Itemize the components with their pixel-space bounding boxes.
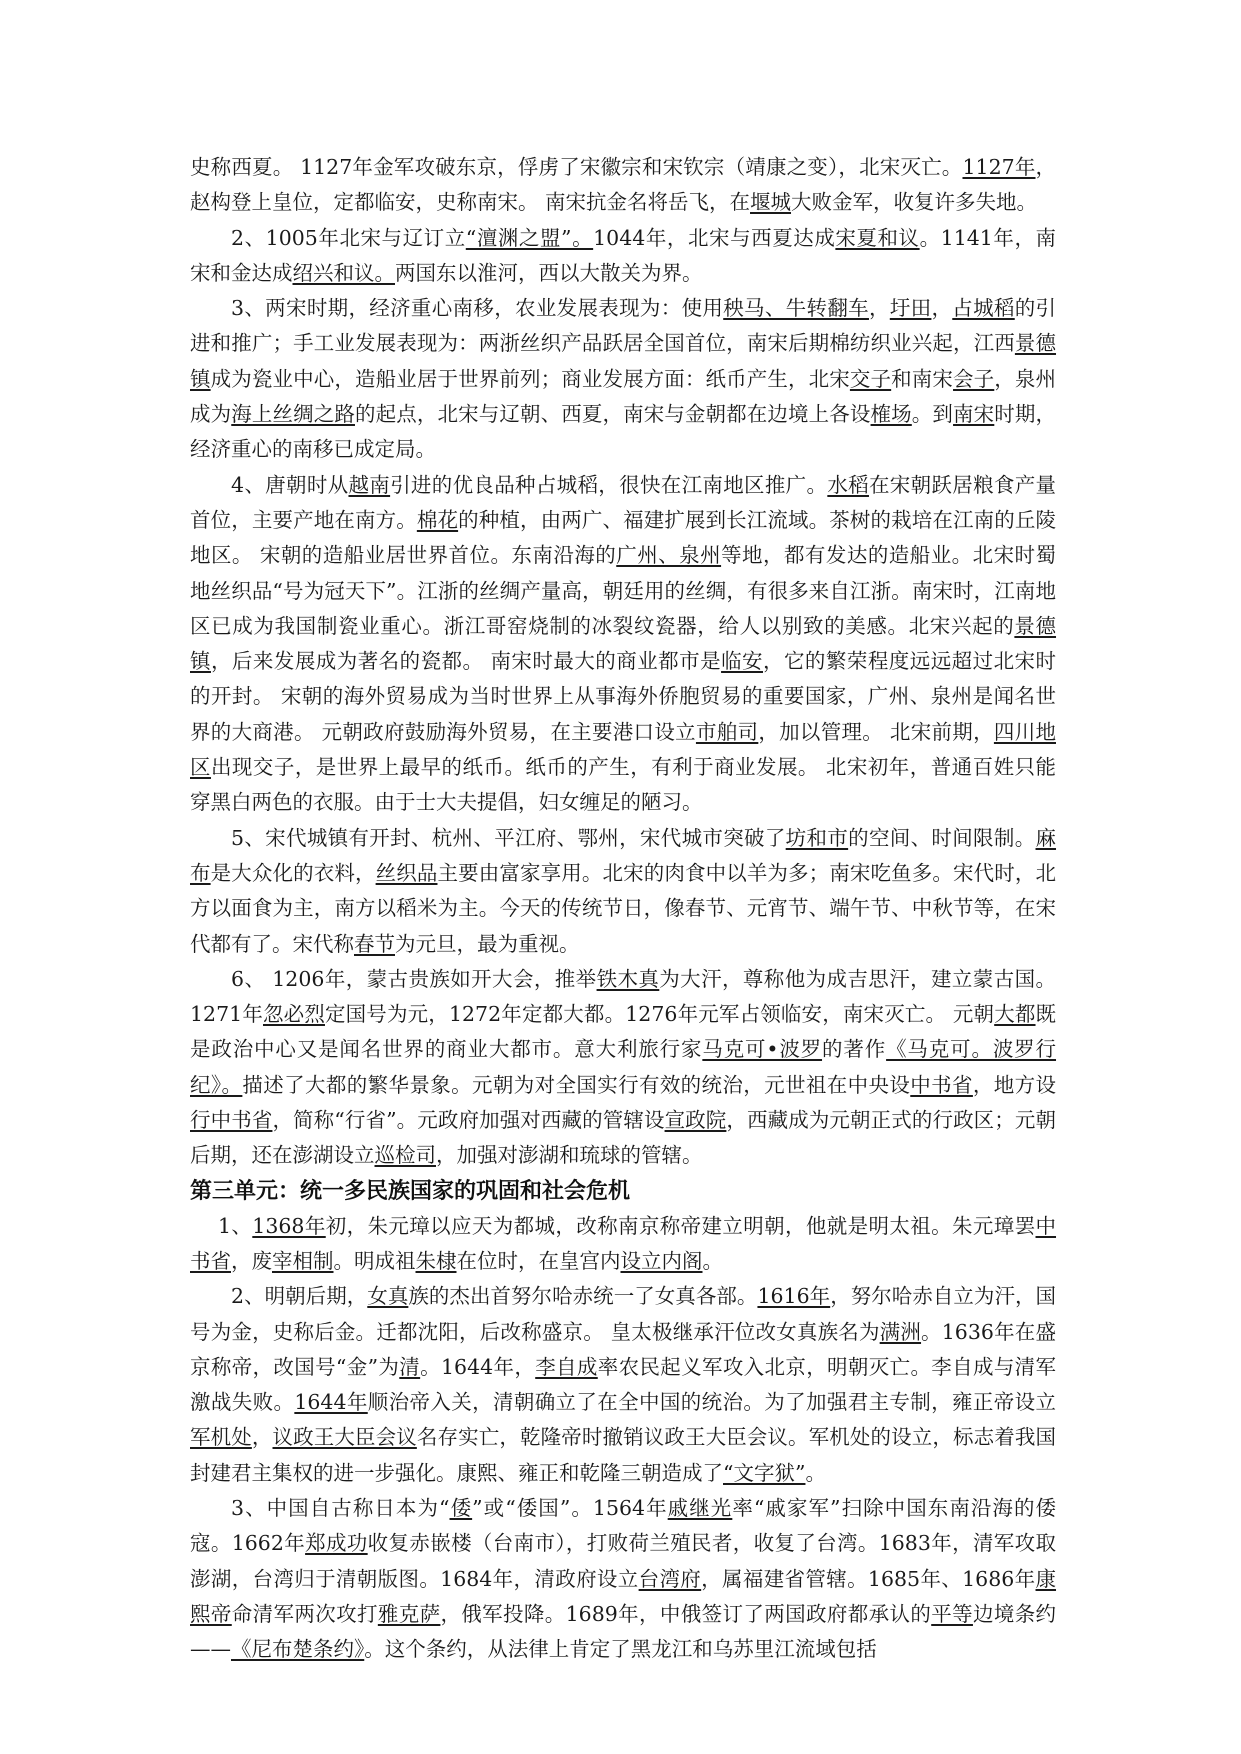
- text-run: 等地，都有发达的造船业。北宋时蜀地丝织品“号为冠天下”。江浙的丝绸产量高，朝廷用的丝绸，有很多来自江浙。南宋时，江南地区已成为我国制瓷业重心。浙江哥窑烧制的冰裂纹瓷器，给人以别致的美感。北宋兴起的: [190, 543, 1057, 638]
- text-run: ，西藏成为元朝正式的行政区；元朝后期，还在澎湖设立: [190, 1108, 1057, 1168]
- underlined-term: 中书省: [190, 1213, 1057, 1273]
- text-run: 1044年，北宋与西夏达成: [593, 225, 836, 250]
- text-run: 是大众化的衣料，: [210, 860, 376, 885]
- text-run: ，属福建省管辖。1685年、1686年: [701, 1566, 1036, 1591]
- paragraph: [190, 468, 1056, 821]
- text-run: ，后来发展成为著名的瓷都。 南宋时最大的商业都市是: [210, 649, 722, 674]
- underlined-term: 麻布: [190, 825, 1057, 885]
- text-run: 的起点，北宋与辽朝、西夏，南宋与金朝都在边境上各设: [354, 402, 871, 427]
- underlined-term: 中书省: [910, 1072, 973, 1097]
- underlined-term: 会子: [953, 366, 995, 391]
- underlined-term: 议政王大臣会议: [272, 1425, 417, 1450]
- underlined-term: 行中书省: [190, 1108, 273, 1133]
- paragraph: [190, 150, 1056, 221]
- text-run: ”或“倭国”。1564年: [472, 1495, 668, 1520]
- text-run: 5、宋代城镇有开封、杭州、平江府、鄂州，宋代城市突破了: [231, 825, 786, 850]
- text-run: ，: [931, 296, 953, 321]
- text-run: 和南宋: [891, 366, 954, 391]
- text-run: ，它的繁荣程度远远超过北宋时的开封。 宋朝的海外贸易成为当时世界上从事海外侨胞贸易的重要国家，广州、泉州是闻名世界的大商港。 元朝政府鼓励海外贸易，在主要港口设立: [190, 649, 1057, 744]
- paragraph: [190, 291, 1056, 467]
- text-run: 的空间、时间限制。: [848, 825, 1036, 850]
- paragraph: [190, 221, 1056, 292]
- underlined-term: 绍兴和议。: [292, 260, 395, 285]
- paragraph: [190, 1491, 1056, 1667]
- underlined-term: 越南: [348, 472, 391, 497]
- text-run: 成为瓷业中心，造船业居于世界前列；商业发展方面：纸币产生，北宋: [210, 366, 850, 391]
- text-run: 3、中国自古称日本为“: [231, 1495, 450, 1520]
- text-run: 。1644年，: [420, 1354, 536, 1379]
- underlined-term: 南宋: [953, 402, 995, 427]
- text-run: ，地方设: [972, 1072, 1057, 1097]
- text-run: 。明成祖: [333, 1248, 416, 1273]
- document-page: [190, 150, 1056, 1667]
- text-run: 收复赤嵌楼（台南市），打败荷兰殖民者，收复了台湾。1683年，清军攻取澎湖，台湾归于清朝版图。1684年，清政府设立: [190, 1531, 1057, 1591]
- underlined-term: 占城稻: [952, 296, 1015, 321]
- text-run: 。1636年在盛京称帝，改国号“金”为: [190, 1319, 1056, 1379]
- underlined-term: 临安: [721, 649, 763, 674]
- paragraph: [190, 821, 1056, 962]
- text-run: 两国东以淮河，西以大散关为界。: [395, 260, 703, 285]
- text-run: 出现交子，是世界上最早的纸币。纸币的产生，有利于商业发展。 北宋初年，普通百姓只能穿黑白两色的衣服。由于士大夫提倡，妇女缠足的陋习。: [190, 755, 1057, 815]
- underlined-term: “澶渊之盟”。: [465, 225, 594, 250]
- underlined-term: 《尼布楚条约》: [231, 1637, 365, 1662]
- text-run: ，: [251, 1425, 273, 1450]
- text-run: 时期，经济重心的南移已成定局。: [190, 402, 1057, 462]
- underlined-term: 海上丝绸之路: [231, 402, 355, 427]
- text-run: 。到: [911, 402, 954, 427]
- underlined-term: 交子: [849, 366, 892, 391]
- text-run: 。: [702, 1248, 723, 1273]
- text-run: 为大汗，尊称他为成吉思汗，建立蒙古国。 1271年: [190, 966, 1057, 1027]
- underlined-term: 1616年: [757, 1284, 831, 1309]
- underlined-term: 1644年: [294, 1390, 368, 1415]
- text-run: ，赵构登上皇位，定都临安，史称南宋。 南宋抗金名将岳飞，在: [190, 155, 1057, 215]
- underlined-term: 丝织品: [375, 860, 438, 885]
- underlined-term: 巡检司: [374, 1143, 436, 1168]
- underlined-term: 宣政院: [664, 1108, 727, 1133]
- text-run: 引进的优良品种占城稻，很快在江南地区推广。: [390, 472, 828, 497]
- text-run: 3、两宋时期，经济重心南移，农业发展表现为：使用: [231, 296, 724, 321]
- text-run: 在位时，在皇宫内: [456, 1248, 621, 1273]
- text-run: 1、: [218, 1213, 253, 1238]
- text-run: 初，朱元璋以应天为都城，改称南京称帝建立明朝，他就是明太祖。朱元璋罢: [325, 1213, 1036, 1238]
- underlined-term: 四川地区: [190, 719, 1056, 780]
- text-run: 率“戚家军”扫除中国东南沿海的倭寇。1662年: [190, 1495, 1057, 1556]
- underlined-term: 圩田: [889, 296, 932, 321]
- text-run: 史称西夏。 1127年金军攻破东京，俘虏了宋徽宗和宋钦宗（靖康之变），北宋灭亡。: [190, 155, 963, 179]
- underlined-term: “文字狱”: [723, 1460, 806, 1485]
- text-run: ，加以管理。 北宋前期，: [758, 719, 994, 744]
- text-run: 主要由富家享用。北宋的肉食中以羊为多；南宋吃鱼多。宋代时，北方以面食为主，南方以稻米为主。今天的传统节日，像春节、元宵节、端午节、中秋节等，在宋代都有了。宋代称: [190, 860, 1057, 956]
- underlined-term: 李自成: [535, 1354, 598, 1379]
- underlined-term: 广州、泉州: [616, 543, 722, 568]
- text-run: 名存实亡，乾隆帝时撤销议政王大臣会议。军机处的设立，标志着我国封建君主集权的进一步强化。康熙、雍正和乾隆三朝造成了: [190, 1425, 1057, 1485]
- text-run: 的种植，由两广、福建扩展到长江流域。茶树的栽培在江南的丘陵地区。 宋朝的造船业居世界首位。东南沿海的: [190, 507, 1057, 568]
- underlined-term: 榷场: [870, 402, 912, 427]
- underlined-term: 郑成功: [305, 1531, 368, 1556]
- text-run: 2、1005年北宋与辽订立: [231, 225, 466, 250]
- underlined-term: 大都: [994, 1002, 1036, 1027]
- underlined-term: 坊和市: [785, 825, 849, 850]
- text-run: 。1141年，南宋和金达成: [190, 225, 1057, 285]
- underlined-term: 雅克萨: [377, 1601, 441, 1626]
- text-run: 的著作: [822, 1037, 887, 1062]
- underlined-term: 马克可•波罗: [702, 1037, 823, 1062]
- underlined-term: 康熙帝: [190, 1566, 1057, 1626]
- text-run: 第三单元：统一多民族国家的巩固和社会危机: [190, 1178, 631, 1204]
- text-run: 边境条约——: [190, 1601, 1057, 1662]
- underlined-term: 倭: [449, 1495, 473, 1520]
- text-run: 率农民起义军攻入北京，明朝灭亡。李自成与清军激战失败。: [190, 1354, 1057, 1415]
- text-run: 顺治帝入关，清朝确立了在全中国的统治。为了加强君主专制，雍正帝设立: [367, 1390, 1057, 1415]
- underlined-term: 忽必烈: [263, 1002, 325, 1027]
- underlined-term: 水稻: [827, 472, 869, 497]
- underlined-term: 景德镇: [190, 331, 1057, 391]
- underlined-term: 堰城: [750, 190, 792, 215]
- text-run: ，: [868, 296, 890, 321]
- underlined-term: 宋夏和议: [835, 225, 920, 250]
- text-run: ，加强对澎湖和琉球的管辖。: [436, 1143, 703, 1168]
- underlined-term: 宰相制: [272, 1248, 334, 1273]
- text-run: 描述了大都的繁华景象。元朝为对全国实行有效的统治，元世祖在中央设: [242, 1072, 911, 1097]
- underlined-term: 朱棣: [415, 1248, 457, 1273]
- text-run: 族的杰出首努尔哈赤统一了女真各部。: [408, 1284, 758, 1309]
- underlined-term: 台湾府: [638, 1566, 702, 1591]
- underlined-term: 1368年: [252, 1213, 326, 1238]
- underlined-term: 清: [399, 1354, 421, 1379]
- underlined-term: 春节: [354, 931, 395, 956]
- text-run: 。: [805, 1460, 826, 1485]
- text-run: 在宋朝跃居粮食产量首位，主要产地在南方。: [190, 472, 1057, 532]
- underlined-term: 1127年: [962, 155, 1036, 179]
- underlined-term: 《马克可。波罗行纪》。: [190, 1037, 1057, 1097]
- text-run: ，俄军投降。1689年，中俄签订了两国政府都承认的: [440, 1601, 932, 1626]
- underlined-term: 棉花: [416, 507, 459, 532]
- underlined-term: 设立内阁: [620, 1248, 703, 1273]
- underlined-term: 铁木真: [596, 966, 660, 991]
- text-run: ，简称“行省”。元政府加强对西藏的管辖设: [272, 1108, 665, 1133]
- text-run: 2、明朝后期，: [231, 1284, 368, 1309]
- underlined-term: 景德镇: [190, 613, 1057, 674]
- underlined-term: 军机处: [190, 1425, 252, 1450]
- text-run: 既是政治中心又是闻名世界的商业大都市。意大利旅行家: [190, 1002, 1057, 1062]
- paragraph: [190, 1279, 1056, 1491]
- text-run: 4、唐朝时从: [231, 472, 349, 497]
- text-run: ，废: [231, 1248, 272, 1273]
- section-heading: [190, 1174, 1056, 1209]
- text-run: ，泉州成为: [190, 366, 1057, 427]
- text-run: 为元旦，最为重视。: [395, 931, 580, 956]
- underlined-term: 秧马、牛转翻车: [723, 296, 869, 321]
- text-run: 大败金军，收复许多失地。: [791, 190, 1038, 215]
- underlined-term: 满洲: [879, 1319, 922, 1344]
- underlined-term: 市舶司: [695, 719, 759, 744]
- underlined-term: 女真: [367, 1284, 409, 1309]
- paragraph: [190, 962, 1056, 1174]
- paragraph: [190, 1209, 1056, 1280]
- text-run: 。这个条约，从法律上肯定了黑龙江和乌苏里江流域包括: [364, 1637, 877, 1662]
- text-run: 的引进和推广；手工业发展表现为：两浙丝织产品跃居全国首位，南宋后期棉纺织业兴起，江西: [190, 296, 1057, 356]
- text-run: ，努尔哈赤自立为汗，国号为金，史称后金。迁都沈阳，后改称盛京。 皇太极继承汗位改女真族名为: [190, 1284, 1057, 1344]
- underlined-term: 平等: [931, 1601, 973, 1626]
- text-run: 命清军两次攻打: [231, 1601, 378, 1626]
- text-run: 6、 1206年，蒙古贵族如开大会，推举: [231, 966, 597, 991]
- text-run: 定国号为元，1272年定都大都。1276年元军占领临安，南宋灭亡。 元朝: [324, 1002, 995, 1027]
- underlined-term: 戚继光: [667, 1495, 733, 1520]
